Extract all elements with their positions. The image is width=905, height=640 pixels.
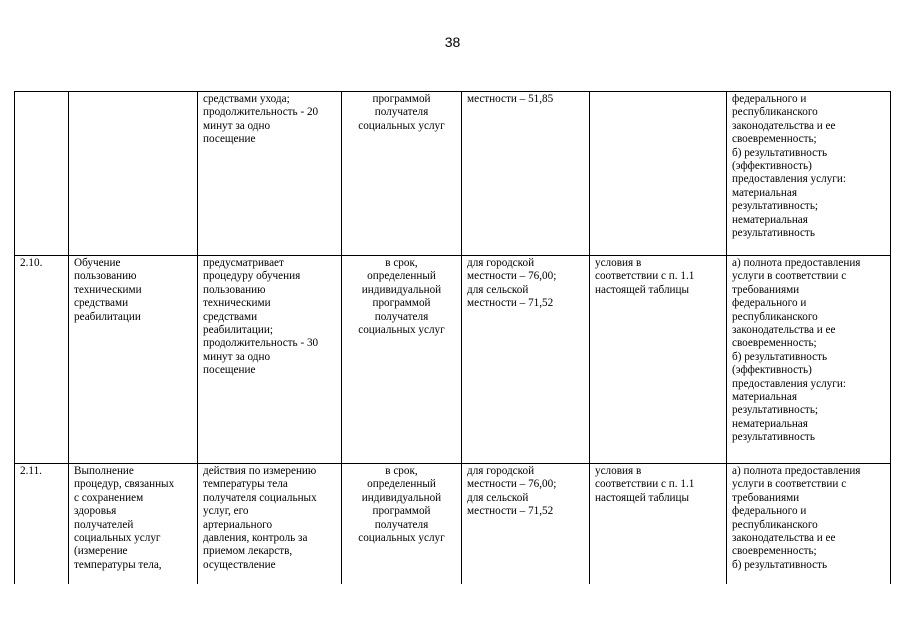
service-term-cell: в срок, определенный индивидуальной программой получателя социальных услуг	[342, 256, 462, 464]
service-tariff-cell: для городской местности – 76,00; для сельской местности – 71,52	[462, 256, 590, 464]
service-term-cell: программой получателя социальных услуг	[342, 92, 462, 256]
service-name-cell: Обучение пользованию техническими средствами реабилитации	[69, 256, 198, 464]
row-number-cell: 2.11.	[15, 464, 69, 585]
table-row	[15, 92, 891, 256]
services-table	[14, 91, 891, 584]
service-description-cell: средствами ухода; продолжительность - 20 минут за одно посещение	[198, 92, 342, 256]
quality-indicators-cell: а) полнота предоставления услуги в соответствии с требованиями федерального и республиканского законодательства и ее своевременность; б) результативность	[727, 464, 891, 585]
table-row	[15, 464, 891, 585]
row-number-cell: 2.10.	[15, 256, 69, 464]
service-tariff-cell: местности – 51,85	[462, 92, 590, 256]
services-table-container	[14, 91, 891, 584]
service-conditions-cell: условия в соответствии с п. 1.1 настоящей таблицы	[590, 464, 727, 585]
service-name-cell	[69, 92, 198, 256]
quality-indicators-cell: федерального и республиканского законодательства и ее своевременность; б) результативность (эффективность) предоставления услуги: материальная результативность; нематериальная результативность	[727, 92, 891, 256]
service-conditions-cell: условия в соответствии с п. 1.1 настоящей таблицы	[590, 256, 727, 464]
service-description-cell: действия по измерению температуры тела получателя социальных услуг, его артериального давления, контроль за приемом лекарств, осуществление	[198, 464, 342, 585]
service-description-cell: предусматривает процедуру обучения пользованию техническими средствами реабилитации; продолжительность - 30 минут за одно посещение	[198, 256, 342, 464]
service-name-cell: Выполнение процедур, связанных с сохранением здоровья получателей социальных услуг (измерение температуры тела,	[69, 464, 198, 585]
service-term-cell: в срок, определенный индивидуальной программой получателя социальных услуг	[342, 464, 462, 585]
table-row	[15, 256, 891, 464]
service-tariff-cell: для городской местности – 76,00; для сельской местности – 71,52	[462, 464, 590, 585]
row-number-cell	[15, 92, 69, 256]
quality-indicators-cell: а) полнота предоставления услуги в соответствии с требованиями федерального и республиканского законодательства и ее своевременность; б) результативность (эффективность) предоставления услуги: материальная результативность; нематериальная результативность	[727, 256, 891, 464]
page-number: 38	[444, 34, 461, 50]
service-conditions-cell	[590, 92, 727, 256]
